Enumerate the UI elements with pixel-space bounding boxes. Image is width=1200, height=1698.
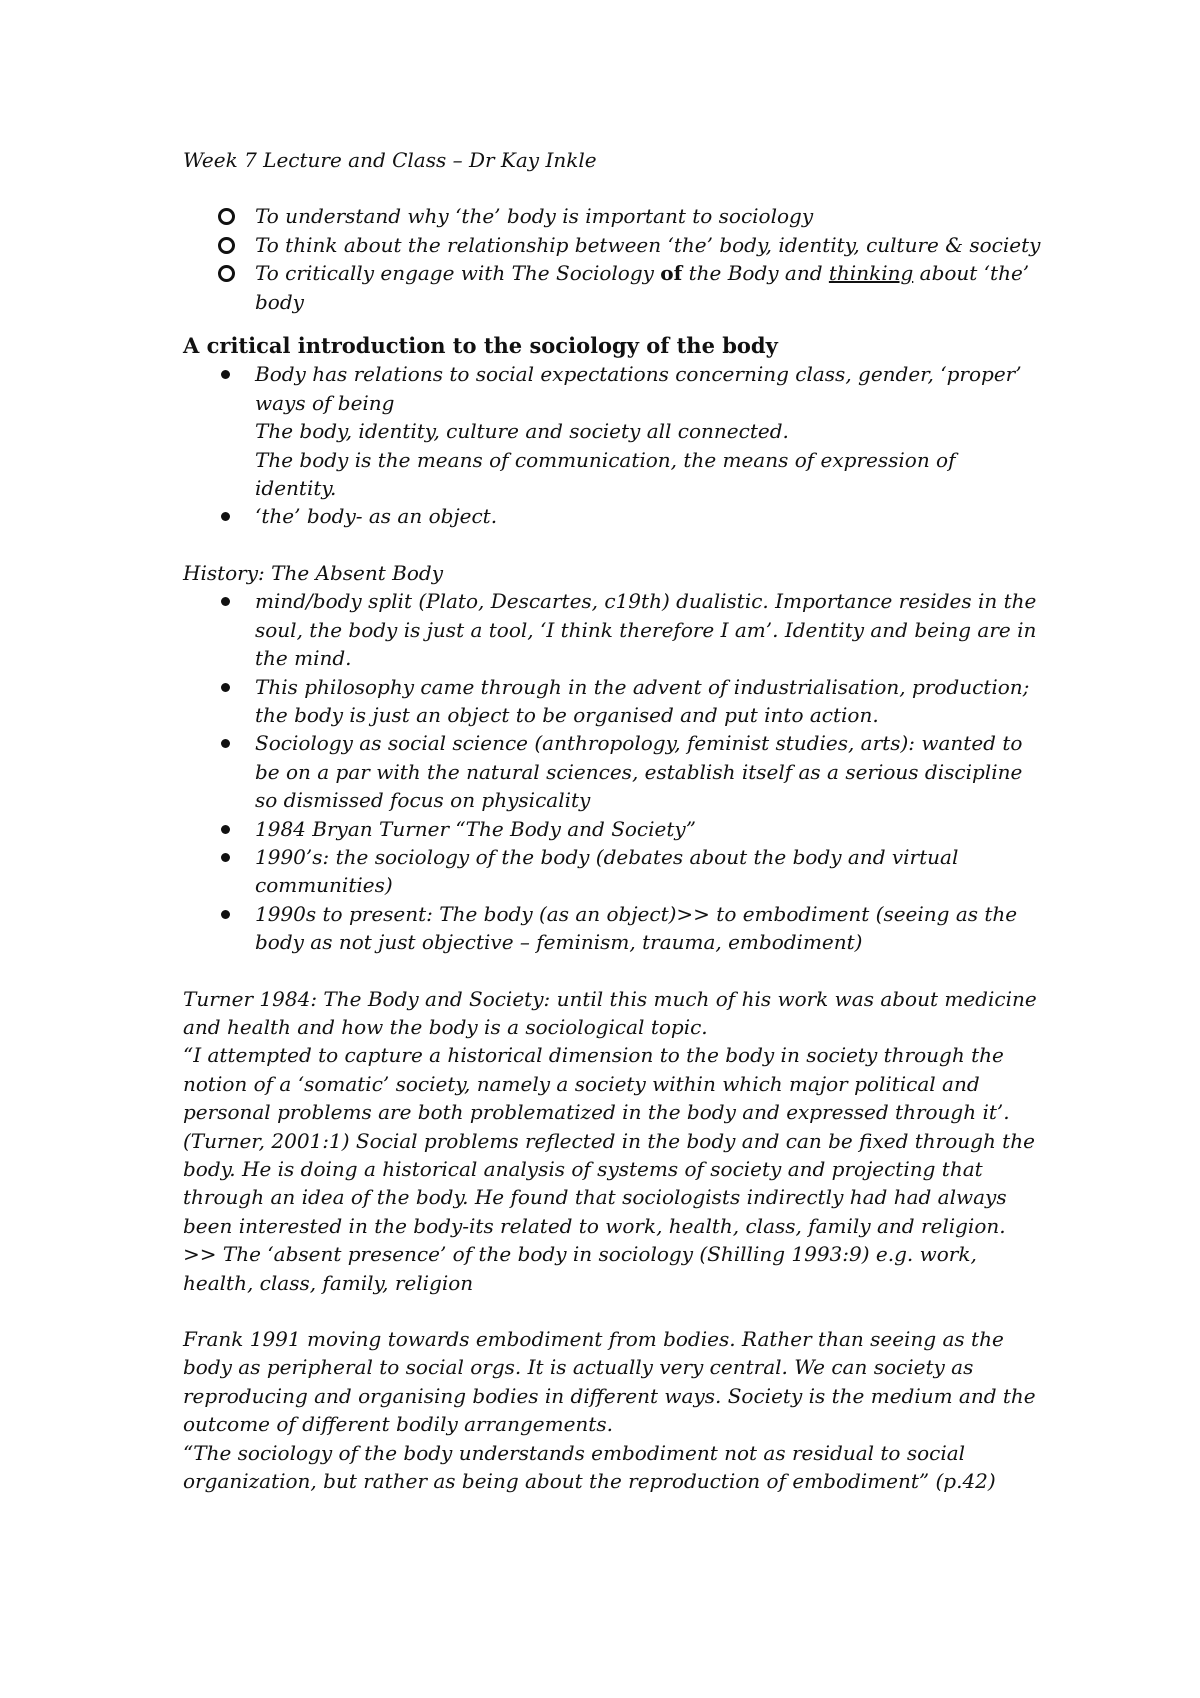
bullet-item	[183, 729, 1043, 814]
bullet-continuation: The body is the means of communication, the means of expression of identity.	[255, 447, 956, 501]
bullet-text: 1990s to present: The body (as an object)>> to embodiment (seeing as the body as not just objective – feminism, trauma, embodiment)	[255, 901, 1018, 955]
objective-text-pre: To critically engage with The Sociology	[255, 261, 661, 286]
spacer	[183, 1297, 1043, 1325]
bullet-dot-icon	[221, 853, 230, 862]
spacer	[183, 957, 1043, 985]
circle-bullet-icon	[218, 208, 235, 225]
bullet-text: ‘the’ body- as an object.	[255, 504, 498, 529]
bullet-item	[183, 900, 1043, 957]
intro-bullet-list	[183, 360, 1043, 530]
objectives-list	[183, 202, 1043, 316]
objective-text-bold: of	[660, 261, 683, 286]
bullet-text: This philosophy came through in the advent of industrialisation, production; the body is just an object to be organised and put into action.	[255, 674, 1030, 727]
spacer	[183, 174, 1043, 202]
objective-text: To understand why ‘the’ body is important to sociology	[255, 204, 814, 229]
bullet-dot-icon	[221, 910, 230, 919]
document-page	[183, 146, 1043, 1495]
bullet-text: 1984 Bryan Turner “The Body and Society”	[255, 816, 696, 841]
objective-text-post: about ‘the’ body	[255, 261, 1030, 314]
objective-item	[183, 202, 1043, 230]
section-heading: A critical introduction to the sociology of the body	[183, 333, 778, 359]
bullet-text: Body has relations to social expectations concerning class, gender, ‘proper’ ways of being	[255, 362, 1022, 415]
spacer	[183, 316, 1043, 332]
frank-paragraph: Frank 1991 moving towards embodiment from bodies. Rather than seeing as the body as peripheral to social orgs. It is actually very central. We can society as reproducing and organising bodies in different ways. Society is the medium and the outcome of different bodily arrangements.	[183, 1327, 1036, 1437]
document-title: Week 7 Lecture and Class – Dr Kay Inkle	[183, 148, 597, 172]
bullet-dot-icon	[221, 825, 230, 834]
bullet-dot-icon	[221, 739, 230, 748]
frank-quote: “The sociology of the body understands embodiment not as residual to social organization, but rather as being about the reproduction of embodiment” (p.42)	[183, 1440, 996, 1494]
circle-bullet-icon	[218, 237, 235, 254]
bullet-item	[183, 502, 1043, 530]
bullet-item	[183, 360, 1043, 417]
objective-item	[183, 231, 1043, 259]
history-bullet-list	[183, 587, 1043, 956]
bullet-dot-icon	[221, 597, 230, 606]
bullet-item	[183, 673, 1043, 730]
section-subheading: History: The Absent Body	[183, 560, 444, 585]
objective-text-mid: the Body and	[682, 261, 829, 286]
spacer	[183, 531, 1043, 559]
bullet-dot-icon	[221, 370, 230, 379]
objective-item	[183, 259, 1043, 316]
bullet-dot-icon	[221, 683, 230, 692]
bullet-item	[183, 843, 1043, 900]
bullet-text: Sociology as social science (anthropology, feminist studies, arts): wanted to be on a par with the natural sciences, establish itself as a serious discipline so dismissed focus on physicality	[255, 731, 1023, 813]
turner-quote: “I attempted to capture a historical dimension to the body in society through the notion of a ‘somatic’ society, namely a society within which major political and personal problems are both problematized in the body and expressed through it’. (Turner, 2001:1) Social problems reflected in the body and can be fixed through the body. He is doing a historical analysis of systems of society and projecting that through an idea of the body. He found that sociologists indirectly had had always been interested in the body-its related to work, health, class, family and religion. >> The ‘absent presence’ of the body in sociology (Shilling 1993:9) e.g. work, health, class, family, religion	[183, 1043, 1035, 1295]
bullet-dot-icon	[221, 512, 230, 521]
objective-text: To think about the relationship between ‘the’ body, identity, culture & society	[255, 232, 1041, 257]
bullet-continuation: The body, identity, culture and society all connected.	[255, 419, 789, 444]
circle-bullet-icon	[218, 265, 235, 282]
objective-text-underlined: thinking	[828, 261, 914, 286]
bullet-text: 1990’s: the sociology of the body (debates about the body and virtual communities)	[255, 844, 959, 898]
bullet-text: mind/body split (Plato, Descartes, c19th) dualistic. Importance resides in the soul, the body is just a tool, ‘I think therefore I am’. Identity and being are in the mind.	[255, 589, 1037, 671]
bullet-item	[183, 587, 1043, 672]
turner-paragraph: Turner 1984: The Body and Society: until this much of his work was about medicine and health and how the body is a sociological topic.	[183, 986, 1037, 1039]
bullet-item	[183, 815, 1043, 843]
